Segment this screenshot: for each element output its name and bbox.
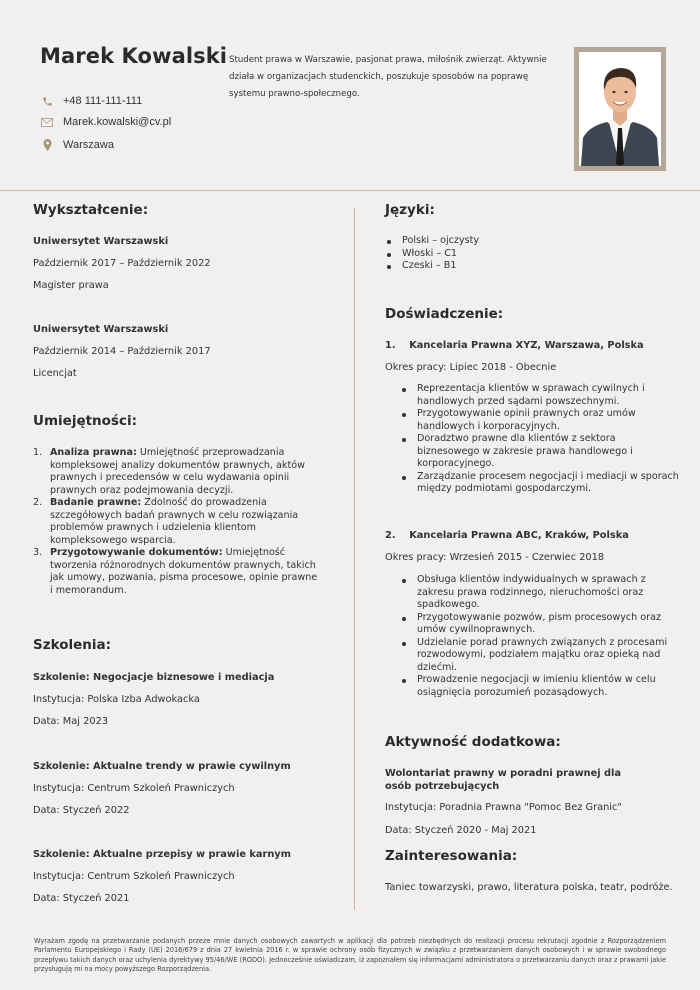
training-title: Szkolenie: Negocjacje biznesowe i mediacja [33,672,275,683]
profile-photo [579,52,661,166]
training-title: Szkolenie: Aktualne przepisy w prawie karnym [33,849,291,860]
skills-list [33,447,318,597]
skill-item: 3. Przygotowywanie dokumentów: Umiejętność tworzenia różnorodnych dokumentów prawnych, takich jak umowy, pozwania, pisma procesowe, opinie prawne i memorandum. [33,547,318,596]
skill-title: Analiza prawna: [50,447,137,458]
job-period: Okres pracy: Lipiec 2018 - Obecnie [385,362,557,373]
location-pin-icon [40,138,54,152]
experience-heading: Doświadczenie: [385,306,504,322]
skills-heading: Umiejętności: [33,413,137,429]
education-school: Uniwersytet Warszawski [33,324,169,335]
job-title: 1. Kancelaria Prawna XYZ, Warszawa, Polska [385,340,644,351]
training-institution: Instytucja: Polska Izba Adwokacka [33,694,200,705]
contact-phone [40,94,142,108]
duty-item: Prowadzenie negocjacji w imieniu klientów w celu osiągnięcia porozumień pozasądowych. [400,674,680,699]
language-item: Czeski – B1 [385,260,665,273]
languages-list [385,235,665,273]
cv-header [0,0,700,190]
job-period: Okres pracy: Wrzesień 2015 - Czerwiec 2018 [385,552,605,563]
duty-item: Przygotowywanie pozwów, pism procesowych oraz umów cywilnoprawnych. [400,612,680,637]
contact-email [40,115,171,129]
education-degree: Magister prawa [33,280,109,291]
activity-institution: Instytucja: Poradnia Prawna "Pomoc Bez Granic" [385,802,622,813]
duty-item: Reprezentacja klientów w sprawach cywilnych i handlowych przed sądami powszechnymi. [400,383,680,408]
job-title: 2. Kancelaria Prawna ABC, Kraków, Polska [385,530,629,541]
photo-frame [574,47,666,171]
skill-description: Zdolność do prowadzenia szczegółowych badań prawnych w celu rozwiązania problemów prawnych i udzielenia klientom kompleksowego wsparcia. [50,497,299,546]
language-item: Włoski – C1 [385,248,665,261]
skill-title: Badanie prawne: [50,497,142,508]
phone-icon [40,94,54,108]
phone-number: +48 111-111-111 [63,95,143,107]
gdpr-consent: Wyrażam zgodę na przetwarzanie podanych przeze mnie danych osobowych zawartych w aplikacji dla potrzeb niezbędnych do realizacji procesu rekrutacji zgodnie z Rozporządzeniem Parlamentu Europejskiego i Rady (UE) 2016/679 z dnia 27 kwietnia 2016 r. w sprawie ochrony osób fizycznych w związku z przetwarzaniem danych osobowych i w sprawie swobodnego przepływu takich danych oraz uchylenia dyrektywy 95/46/WE (RODO). Jednocześnie oświadczam, iż zapoznałem się informacjami administratora o przetwarzaniu danych oraz z prawami jakie przysługują mi na mocy powyższego Rozporządzenia. [34,937,666,974]
education-dates: Październik 2017 – Październik 2022 [33,258,211,269]
envelope-icon [40,115,54,129]
activity-date: Data: Styczeń 2020 - Maj 2021 [385,825,537,836]
education-heading: Wykształcenie: [33,202,149,218]
column-divider [354,208,355,910]
candidate-name: Marek Kowalski [40,44,228,68]
interests-text: Taniec towarzyski, prawo, literatura polska, teatr, podróże. [385,882,673,893]
training-date: Data: Maj 2023 [33,716,109,727]
interests-heading: Zainteresowania: [385,848,518,864]
education-dates: Październik 2014 – Październik 2017 [33,346,211,357]
training-date: Data: Styczeń 2022 [33,805,130,816]
training-institution: Instytucja: Centrum Szkoleń Prawniczych [33,871,235,882]
duty-item: Doradztwo prawne dla klientów z sektora biznesowego w zakresie prawa handlowego i korporacyjnego. [400,433,680,471]
skill-description: Umiejętność tworzenia różnorodnych dokumentów prawnych, takich jak umowy, pozwania, pisma procesowe, opinie prawne i memorandum. [50,547,318,596]
training-date: Data: Styczeń 2021 [33,893,130,904]
duty-item: Zarządzanie procesem negocjacji i mediacji w sporach między podmiotami gospodarczymi. [400,471,680,496]
profile-summary: Student prawa w Warszawie, pasjonat prawa, miłośnik zwierząt. Aktywnie działa w organizacjach studenckich, poszukuje sposobów na poprawę systemu prawno-społecznego. [229,55,547,99]
language-item: Polski – ojczysty [385,235,665,248]
duty-item: Udzielanie porad prawnych związanych z procesami rozwodowymi, podziałem majątku oraz opieką nad dziećmi. [400,637,680,675]
education-school: Uniwersytet Warszawski [33,236,169,247]
activity-heading: Aktywność dodatkowa: [385,734,561,750]
city-text: Warszawa [63,139,114,151]
skill-item: 1. Analiza prawna: Umiejętność przeprowadzania kompleksowej analizy dokumentów prawnych, aktów prawnych i precedensów w celu wydawania opinii prawnych oraz podejmowania decyzji. [33,447,305,496]
training-institution: Instytucja: Centrum Szkoleń Prawniczych [33,783,235,794]
contact-city [40,138,114,152]
job-duties [400,383,680,496]
training-title: Szkolenie: Aktualne trendy w prawie cywilnym [33,761,291,772]
duty-item: Obsługa klientów indywidualnych w sprawach z zakresu prawa rodzinnego, nieruchomości oraz spadkowego. [400,574,680,612]
email-link[interactable]: Marek.kowalski@cv.pl [63,116,172,128]
skill-item: 2. Badanie prawne: Zdolność do prowadzenia szczegółowych badań prawnych w celu rozwiązania problemów prawnych i udzielenia klientom kompleksowego wsparcia. [33,497,299,546]
header-divider [0,190,700,191]
trainings-heading: Szkolenia: [33,637,112,653]
skill-description: Umiejętność przeprowadzania kompleksowej analizy dokumentów prawnych, aktów prawnych i precedensów w celu wydawania opinii prawnych oraz podejmowania decyzji. [50,447,305,496]
job-duties [400,574,680,699]
skill-title: Przygotowywanie dokumentów: [50,547,223,558]
duty-item: Przygotowywanie opinii prawnych oraz umów handlowych i korporacyjnych. [400,408,680,433]
activity-title: Wolontariat prawny w poradni prawnej dla osób potrzebujących [385,768,621,792]
education-degree: Licencjat [33,368,77,379]
languages-heading: Języki: [385,202,435,218]
